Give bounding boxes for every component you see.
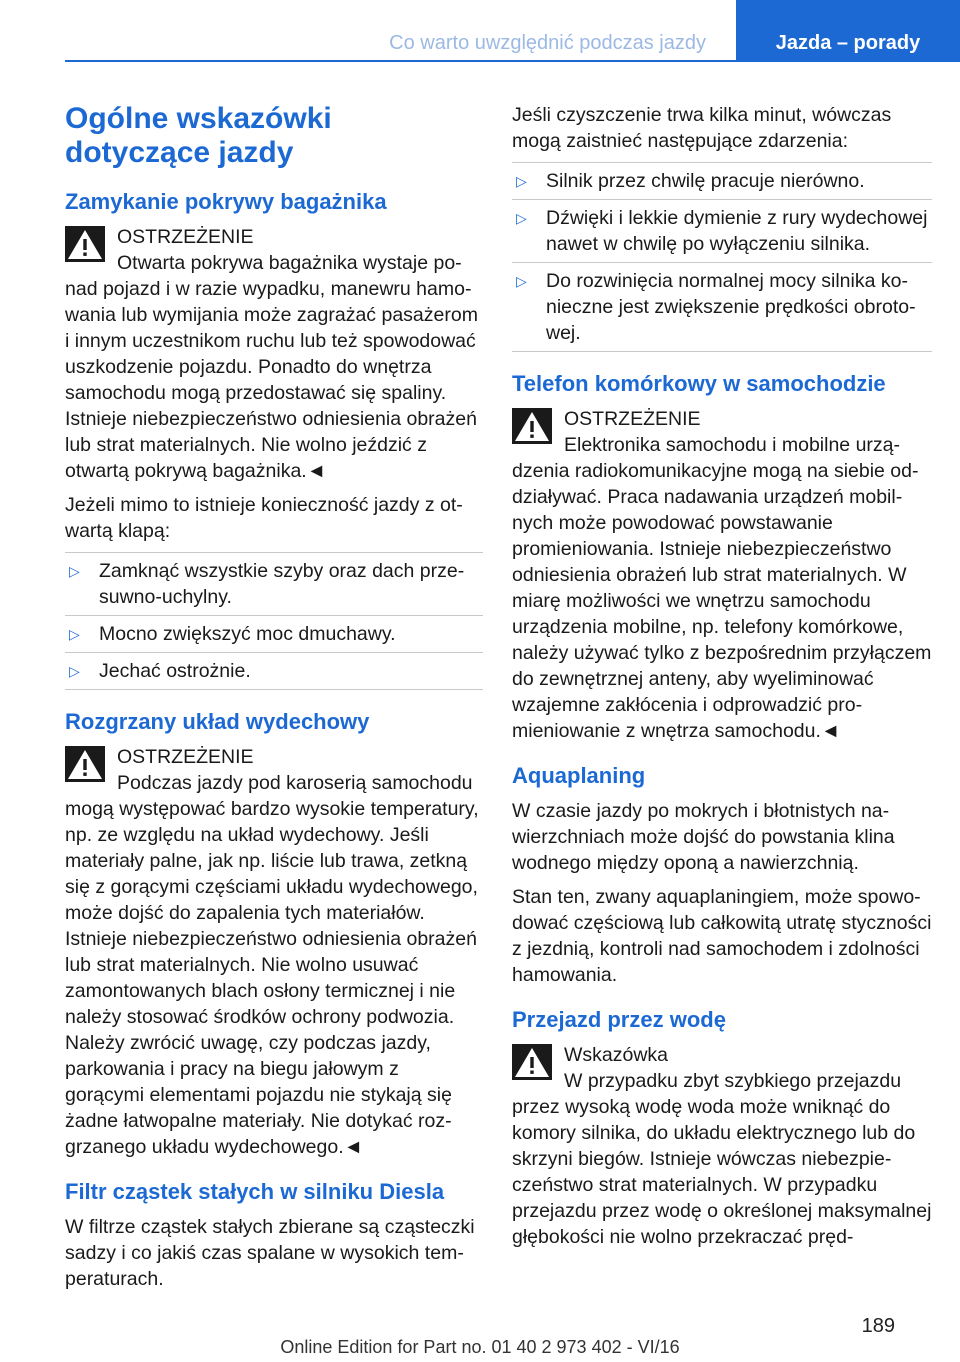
right-column (512, 102, 932, 1258)
note-block-water-crossing (512, 1042, 932, 1250)
bullet-triangle-icon: ▷ (69, 563, 80, 579)
page-header (0, 0, 960, 62)
section-heading-mobile-phone: Telefon komórkowy w samochodzie (512, 371, 886, 396)
warning-triangle-icon (65, 746, 105, 782)
bullet-triangle-icon: ▷ (69, 663, 80, 679)
section-heading-water-crossing: Przejazd przez wodę (512, 1007, 726, 1032)
bullet-triangle-icon: ▷ (516, 210, 527, 226)
warning-triangle-icon (65, 226, 105, 262)
list-item: ▷ Silnik przez chwilę pracuje nierówno. (512, 162, 932, 200)
bullet-list-filter (512, 162, 932, 352)
note-title: Wskazówka (564, 1044, 669, 1066)
section-heading-diesel-filter: Filtr cząstek stałych w silniku Diesla (65, 1179, 445, 1204)
warning-block-mobile-phone (512, 406, 932, 744)
warning-title: OSTRZEŻENIE (117, 746, 254, 768)
note-text: W przypadku zbyt szybkiego przejazdu przez wysoką wodę woda może wniknąć do komory silnika, do układu elektrycznego lub do skrzyni biegów. Istnieje wówczas niebezpieczeństwo strat materialnych. W przypadku przejazdu przez wodę o określonej maksymalnej głębokości nie wolno przekraczać pręd- (512, 1070, 932, 1248)
section-heading-aquaplaning: Aquaplaning (512, 763, 646, 788)
warning-block-exhaust (65, 744, 483, 1160)
warning-triangle-icon (512, 408, 552, 444)
warning-text: Elektronika samochodu i mobilne urządzenia radiokomunikacyjne mogą na siebie oddziaływać. Praca nadawania urządzeń mobilnych może powodować powstawanie promieniowania. Istnieje niebezpieczeństwo odniesienia obrażeń lub strat materialnych. W miarę możliwości we wnętrzu samochodu urządzenia mobilne, np. telefony komórkowe, należy używać tylko z bezpośrednim przyłączem do zewnętrznej anteny, aby wyeliminować wzajemne zakłócenia i odprowadzić promieniowanie z wnętrza samochodu.◄ (512, 434, 932, 742)
section-heading-trunk-lid: Zamykanie pokrywy bagażnika (65, 189, 387, 214)
list-item: ▷ Dźwięki i lekkie dymienie z rury wydechowej nawet w chwilę po wyłączeniu silnika. (512, 200, 932, 263)
warning-text: Podczas jazdy pod karoserią samochodu mogą występować bardzo wysokie temperatury, np. ze względu na układ wydechowy. Jeśli materiały palne, jak np. liście lub trawa, zetkną się z gorącymi częściami układu wydechowego, może dojść do zapalenia tych materiałów. Istnieje niebezpieczeństwo odniesienia obrażeń lub strat materialnych. Nie wolno usuwać zamontowanych blach osłony termicznej i nie należy stosować środków ochrony podwozia. Należy zwrócić uwagę, czy podczas jazdy, parkowania i pracy na biegu jałowym z gorącymi elementami pojazdu nie stykają się żadne łatwopalne materiały. Nie dotykać rozgrzanego układu wydechowego.◄ (65, 772, 479, 1158)
warning-triangle-icon (512, 1044, 552, 1080)
paragraph: Stan ten, zwany aquaplaningiem, może spowodować częściową lub całkowitą utratę styczności z jezdnią, kontroli nad samochodem i zdolności hamowania. (512, 886, 932, 986)
chapter-section-title: Co warto uwzględnić podczas jazdy (389, 32, 706, 54)
page-title: Ogólne wskazówki dotyczące jazdy (65, 102, 332, 169)
section-heading-exhaust: Rozgrzany układ wydechowy (65, 709, 370, 734)
list-item: ▷ Do rozwinięcia normalnej mocy silnika konieczne jest zwiększenie prędkości obrotowej. (512, 263, 932, 352)
list-item: ▷ Jechać ostrożnie. (65, 653, 483, 690)
bullet-triangle-icon: ▷ (516, 173, 527, 189)
paragraph: W czasie jazdy po mokrych i błotnistych nawierzchniach może dojść do powstania klina wodnego między oponą a nawierzchnią. (512, 800, 895, 874)
edition-footer: Online Edition for Part no. 01 40 2 973 402 - VI/16 (280, 1337, 680, 1357)
header-rule (65, 60, 960, 62)
paragraph: W filtrze cząstek stałych zbierane są cząsteczki sadzy i co jakiś czas spalane w wysokich temperaturach. (65, 1216, 475, 1290)
paragraph: Jeśli czyszczenie trwa kilka minut, wówczas mogą zaistnieć następujące zdarzenia: (512, 104, 892, 152)
warning-text: Otwarta pokrywa bagażnika wystaje ponad pojazd i w razie wypadku, manewru hamowania lub wymijania może zagrażać pasażerom i innym uczestnikom ruchu lub też spowodować uszkodzenie pojazdu. Ponadto do wnętrza samochodu mogą przedostawać się spaliny. Istnieje niebezpieczeństwo odniesienia obrażeń lub strat materialnych. Nie wolno jeździć z otwartą pokrywą bagażnika.◄ (65, 252, 478, 482)
list-item: ▷ Mocno zwiększyć moc dmuchawy. (65, 616, 483, 653)
warning-block-trunk-lid (65, 224, 483, 484)
bullet-triangle-icon: ▷ (516, 273, 527, 289)
left-column (65, 102, 483, 1300)
warning-title: OSTRZEŻENIE (117, 226, 254, 248)
bullet-list-trunk (65, 552, 483, 690)
page-number: 189 (861, 1315, 895, 1337)
paragraph: Jeżeli mimo to istnieje konieczność jazdy z otwartą klapą: (65, 494, 463, 542)
chapter-tab: Jazda – porady (736, 0, 960, 62)
warning-title: OSTRZEŻENIE (564, 408, 701, 430)
bullet-triangle-icon: ▷ (69, 626, 80, 642)
list-item: ▷ Zamknąć wszystkie szyby oraz dach przesuwno-uchylny. (65, 552, 483, 616)
